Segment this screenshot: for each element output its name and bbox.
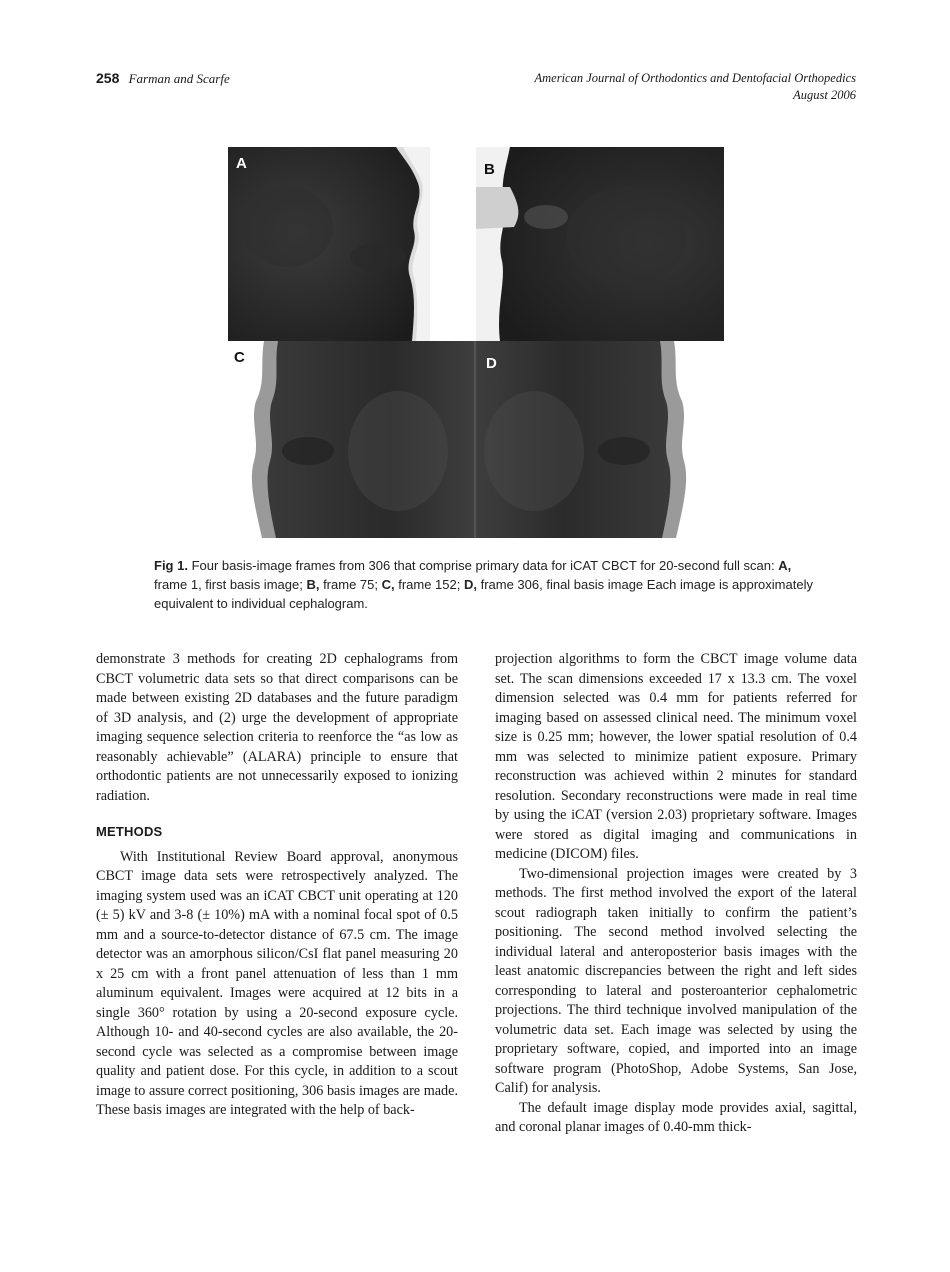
caption-b-label: B, (306, 577, 320, 592)
caption-text-1: Four basis-image frames from 306 that comprise primary data for iCAT CBCT for 20-second full scan: (187, 558, 779, 573)
figure-1 (228, 147, 724, 538)
body-paragraph: demonstrate 3 methods for creating 2D cephalograms from CBCT volumetric data sets so that direct comparisons can be made between existing 2D databases and the future paradigm of 3D analysis, and (2) urge the development of appropriate imaging sequence selection criteria to reenforce the “as low as reasonably achievable” (ALARA) principle to ensure that orthodontic patients are not unnecessarily exposed to ionizing radiation. (96, 651, 458, 804)
caption-label: Fig 1. (154, 558, 188, 573)
issue-date: August 2006 (793, 88, 856, 102)
caption-d-label: D, (463, 577, 477, 592)
radiograph-d-image (474, 341, 702, 538)
radiograph-a-image (228, 147, 430, 341)
caption-c-text: frame 152; (394, 577, 464, 592)
caption-d-text: frame 306, final basis image Each image is approximately equivalent to individual cephalogram. (154, 577, 813, 611)
figure-caption (154, 556, 814, 613)
page-number: 258 (96, 70, 120, 86)
running-header-right (535, 70, 857, 104)
caption-b-text: frame 75; (319, 577, 382, 592)
body-paragraph: Two-dimensional projection images were created by 3 methods. The first method involved the export of the lateral scout radiograph taken initially to confirm the patient’s positioning. The second method involved selecting the individual lateral and anteroposterior basis images with the least anatomic discrepancies between the right and left sides corresponding to lateral and posteroanterior cephalometric projections. The third technique involved manipulation of the volumetric data set. Each image was selected by using the proprietary software, copied, and imported into an image software program (PhotoShop, Adobe Systems, San Jose, Calif) for analysis. (495, 865, 857, 1096)
radiograph-c-image (228, 341, 474, 538)
radiograph-b-image (476, 147, 724, 341)
radiograph-panel-b (476, 147, 724, 341)
body-paragraph: projection algorithms to form the CBCT image volume data set. The scan dimensions exceeded 17 x 13.3 cm. The voxel dimension selected was 0.4 mm for patients referred for imaging based on assessed clinical need. The minimum voxel size is 0.25 mm; however, the lower spatial resolution of 0.4 mm was selected to minimize patient exposure. Primary reconstruction was achieved within 2 minutes for standard resolution. Secondary reconstructions were made in real time by using the iCAT (version 2.03) proprietary software. Images were stored as digital imaging and communications in medicine (DICOM) files. (495, 651, 857, 862)
section-heading-methods: METHODS (96, 824, 163, 839)
caption-a-label: A, (778, 558, 792, 573)
caption-a-text: frame 1, first basis image; (154, 577, 307, 592)
panel-label-a: A (236, 155, 247, 172)
panel-label-d: D (486, 355, 497, 372)
body-paragraph: The default image display mode provides axial, sagittal, and coronal planar images of 0.40-mm thick- (495, 1099, 857, 1135)
panel-label-b: B (484, 161, 495, 178)
panel-label-c: C (234, 349, 245, 366)
body-paragraph: With Institutional Review Board approval, anonymous CBCT image data sets were retrospectively analyzed. The imaging system used was an iCAT CBCT unit operating at 120 (± 5) kV and 3-8 (± 10%) mA with a nominal focal spot of 0.5 mm and a source-to-detector distance of 67.5 cm. The image detector was an amorphous silicon/CsI flat panel measuring 20 x 25 cm with a front panel attenuation of less than 1 mm aluminum equivalent. Images were acquired at 12 bits in a single 360° rotation by using a 20-second exposure cycle. Although 10- and 40-second cycles are also available, the 20-second cycle was selected as a compromise between image quality and patient dose. For this cycle, in addition to a scout image to assure correct positioning, 306 basis images are made. These basis images are integrated with the help of back- (96, 848, 458, 1118)
journal-title: American Journal of Orthodontics and Dentofacial Orthopedics (534, 71, 856, 85)
running-header-left (96, 70, 230, 87)
right-column (495, 650, 857, 1138)
radiograph-panel-c (228, 341, 474, 538)
caption-c-label: C, (381, 577, 395, 592)
radiograph-panel-d (474, 341, 702, 538)
running-authors: Farman and Scarfe (128, 71, 230, 86)
radiograph-panel-a (228, 147, 430, 341)
left-column (96, 650, 458, 1121)
